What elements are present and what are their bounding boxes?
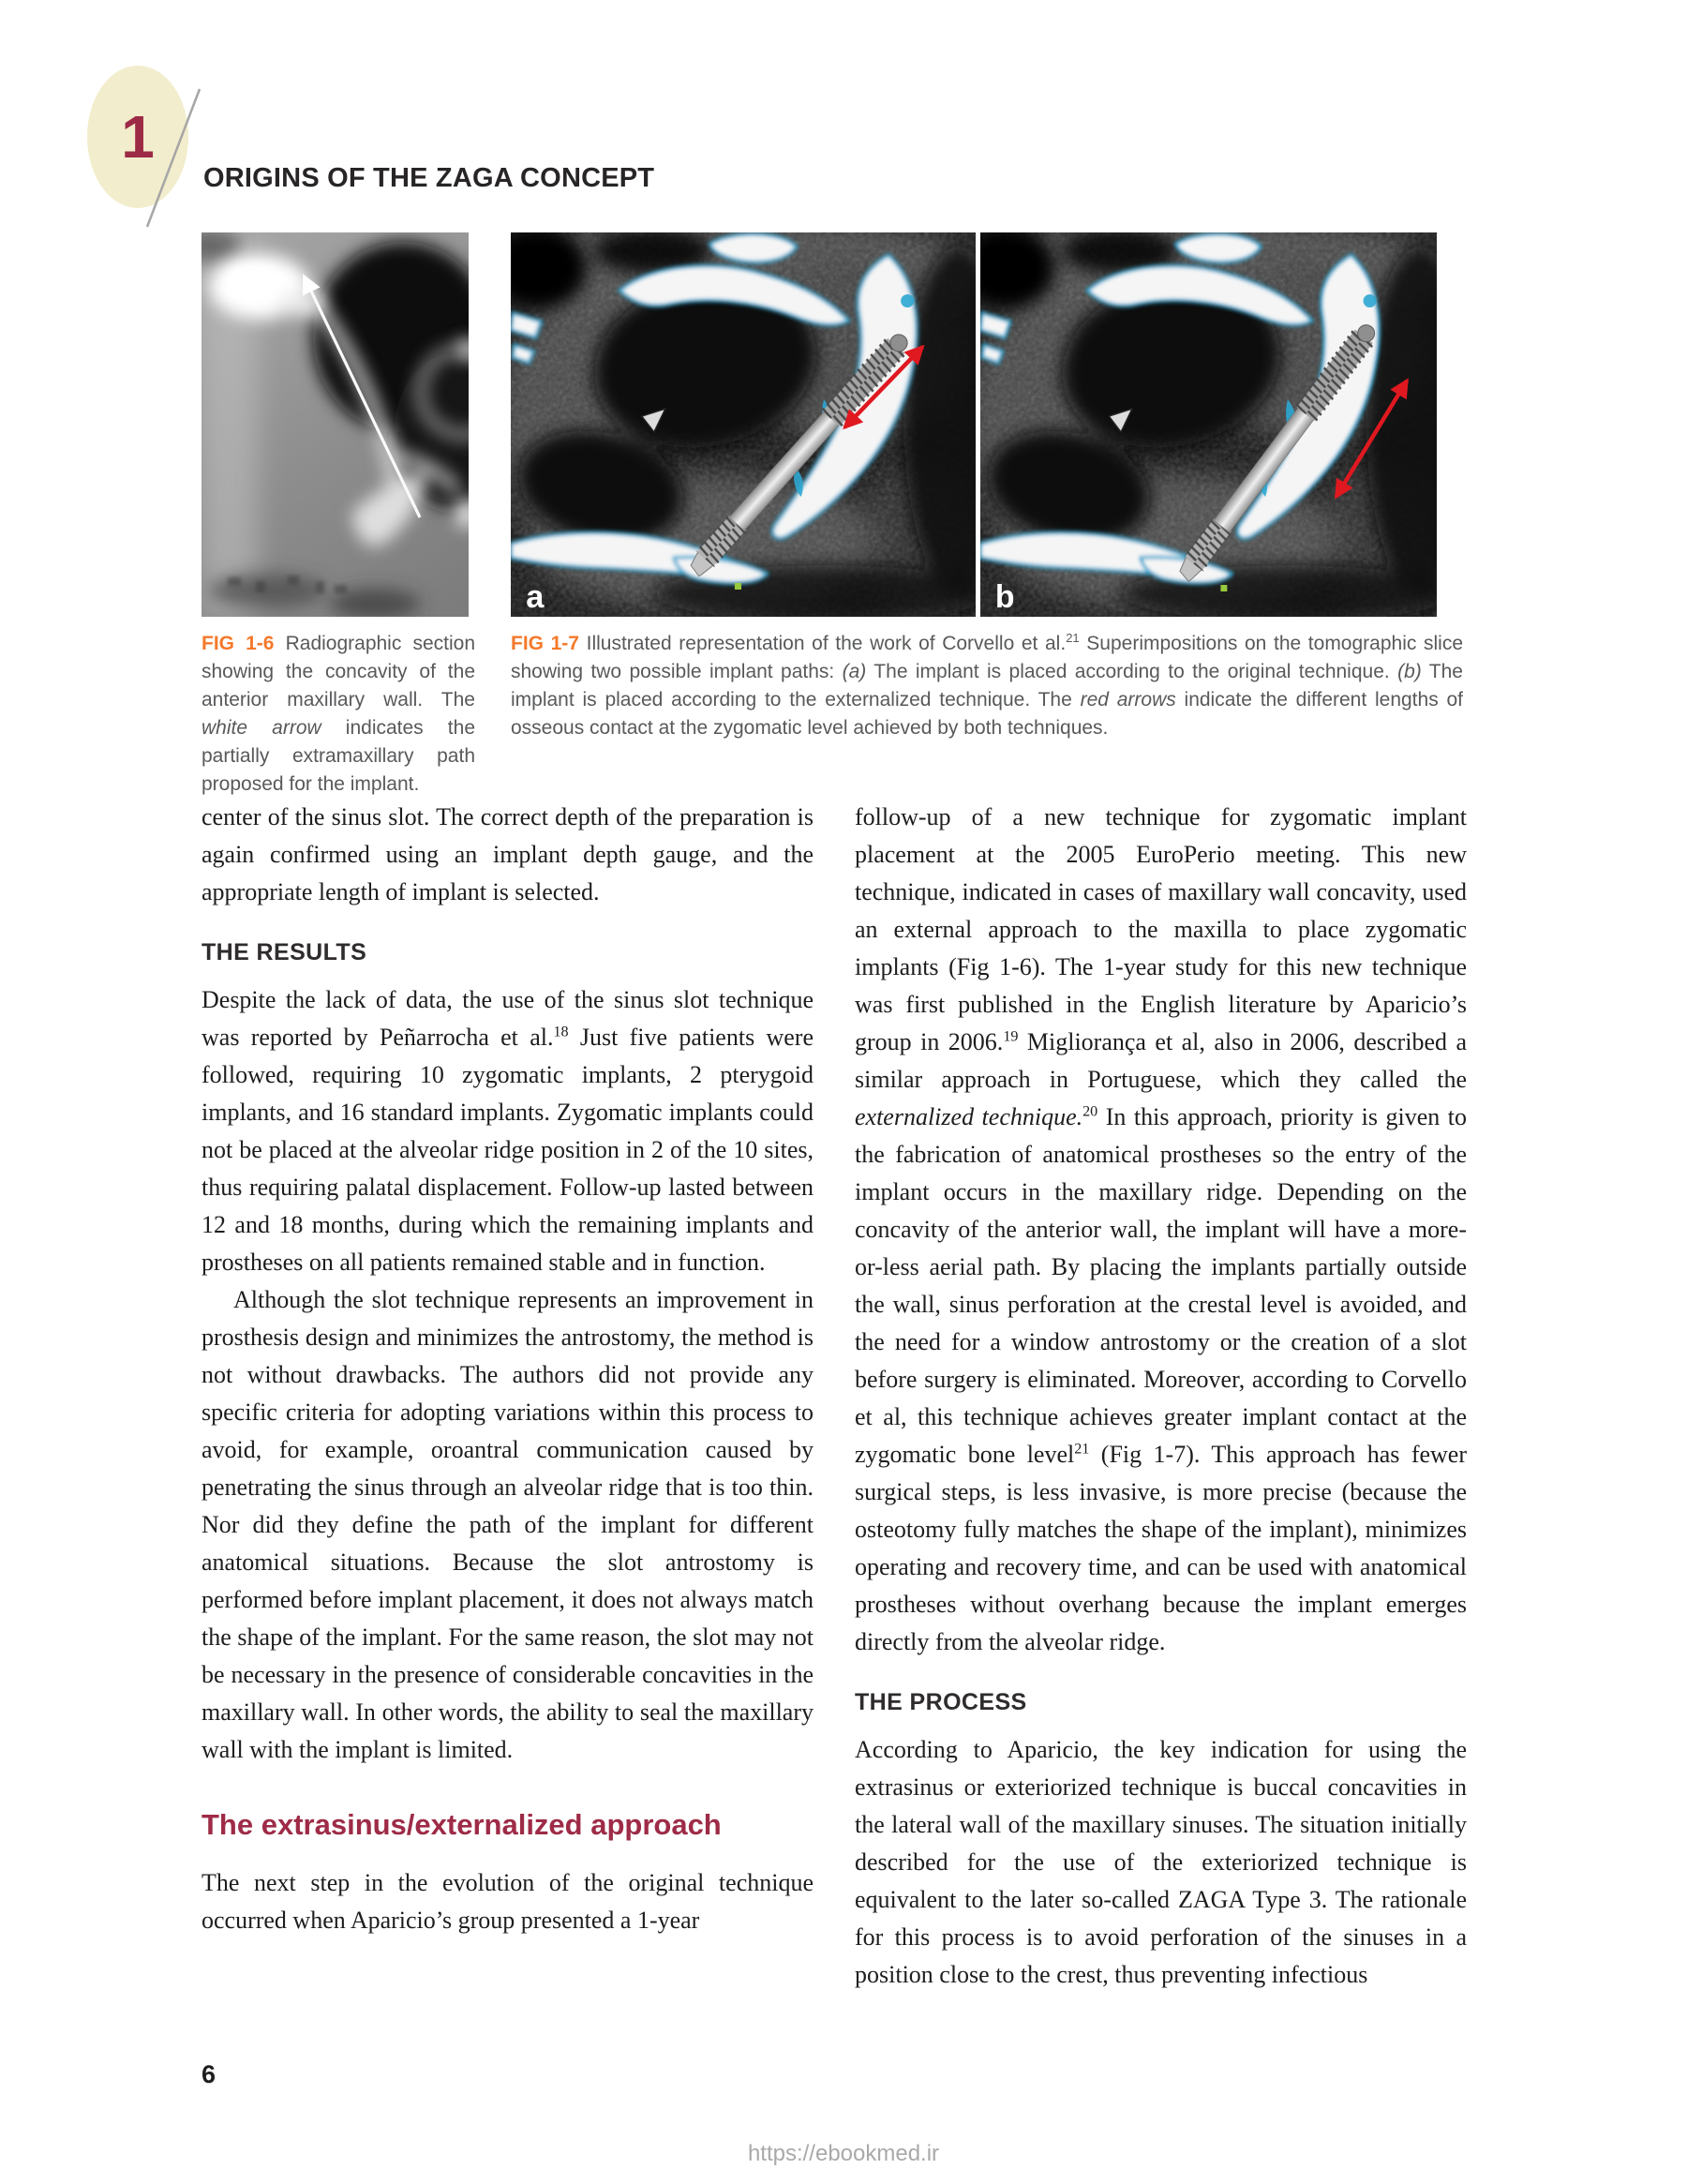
body-paragraph-extrasinus-intro: The next step in the evolution of the original technique occurred when Aparicio’s group presented a 1-year	[202, 1869, 814, 1934]
fig-1-7-caption: FIG 1-7 Illustrated representation of the work of Corvello et al.$^{21}$ Superimpositions on the tomographic slice showing two possible implant paths: (a) The implant is placed according to the original technique. (b) The implant is placed according to the externalized technique. The red arrows indicate the different lengths of osseous contact at the zygomatic level achieved by both techniques.	[511, 631, 1463, 739]
fig-1-7-panel-b-label: b	[994, 578, 1015, 616]
body-paragraph-followup: follow-up of a new technique for zygomatic implant placement at the 2005 EuroPerio meeting. This new technique, indicated in cases of maxillary wall concavity, used an external approach to the maxilla to place zygomatic implants (Fig 1-6). The 1-year study for this new technique was first published in the English literature by Aparicio’s group in 2006.19 Migliorança et al, also in 2006, described a similar approach in Portuguese, which they called the externalized technique.$^{20}$ In this approach, priority is given to the fabrication of anatomical prostheses so the entry of the implant occurs in the maxillary ridge. Depending on the concavity of the anterior wall, the implant will have a more-or-less aerial path. By placing the implants partially outside the wall, sinus perforation at the crestal level is avoided, and the need for a window antrostomy or the creation of a slot before surgery is eliminated. Moreover, according to Corvello et al, this technique achieves greater implant contact at the zygomatic bone level$^{21}$ (Fig 1-7). This approach has fewer surgical steps, is less invasive, is more precise (because the osteotomy fully matches the shape of the implant), minimizes operating and recovery time, and can be used with anatomical prostheses without overhang because the implant emerges directly from the alveolar ridge.	[855, 803, 1467, 1655]
body-paragraph-results-2: Although the slot technique represents an improvement in prosthesis design and minimizes the antrostomy, the method is not without drawbacks. The authors did not provide any specific criteria for adopting variations within this process to avoid, for example, oroantral communication caused by penetrating the sinus through an alveolar ridge that is too thin. Nor did they define the path of the implant for different anatomical situations. Because the slot antrostomy is performed before implant placement, it does not always match the shape of the implant. For the same reason, the slot may not be necessary in the presence of considerable concavities in the maxillary wall. In other words, the ability to seal the maxillary wall with the implant is limited.	[202, 1286, 814, 1763]
body-paragraph-sinus-slot: center of the sinus slot. The correct depth of the preparation is again confirmed using an implant depth gauge, and the appropriate length of implant is selected.	[202, 803, 814, 905]
section-heading-the-process: THE PROCESS	[855, 1689, 1027, 1715]
body-paragraph-process: According to Aparicio, the key indication for using the extrasinus or exteriorized technique is buccal concavities in the lateral wall of the maxillary sinuses. The situation initially described for the use of the exteriorized technique is equivalent to the later so-called ZAGA Type 3. The rationale for this process is to avoid perforation of the sinuses in a position close to the crest, thus preventing infectious	[855, 1736, 1467, 1988]
body-paragraph-results-1: Despite the lack of data, the use of the sinus slot technique was reported by Peñarrocha et al.$^{18}$ Just five patients were followed, requiring 10 zygomatic implants, 2 pterygoid implants, and 16 standard implants. Zygomatic implants could not be placed at the alveolar ridge position in 2 of the 10 sites, thus requiring palatal displacement. Follow-up lasted between 12 and 18 months, during which the remaining implants and prostheses on all patients remained stable and in function.	[202, 986, 814, 1276]
chapter-number: 1	[121, 103, 155, 171]
ct-slice-b-graphic	[980, 232, 1437, 617]
fig-1-6-radiograph-image	[202, 232, 469, 617]
green-marker	[735, 583, 741, 590]
page-number: 6	[202, 2060, 216, 2088]
fig-1-7-panel-b-image	[980, 232, 1437, 617]
radiograph-graphic	[202, 232, 469, 617]
ct-slice-a-graphic	[511, 232, 976, 617]
body-left-column	[202, 799, 814, 1939]
subsection-heading-extrasinus: The extrasinus/externalized approach	[202, 1808, 722, 1841]
fig-1-6-caption: FIG 1-6 Radiographic section showing the concavity of the anterior maxillary wall. The white arrow indicates the partially extramaxillary path proposed for the implant.	[202, 633, 476, 795]
fig-1-7-panel-a-label: a	[526, 579, 545, 615]
footer-url: https://ebookmed.ir	[747, 2141, 940, 2166]
body-right-column	[855, 799, 1467, 1994]
section-heading-the-results: THE RESULTS	[202, 939, 367, 965]
fig-1-7-panel-a-image	[511, 232, 976, 617]
green-marker	[1220, 585, 1227, 591]
running-header-title: ORIGINS OF THE ZAGA CONCEPT	[203, 163, 655, 193]
